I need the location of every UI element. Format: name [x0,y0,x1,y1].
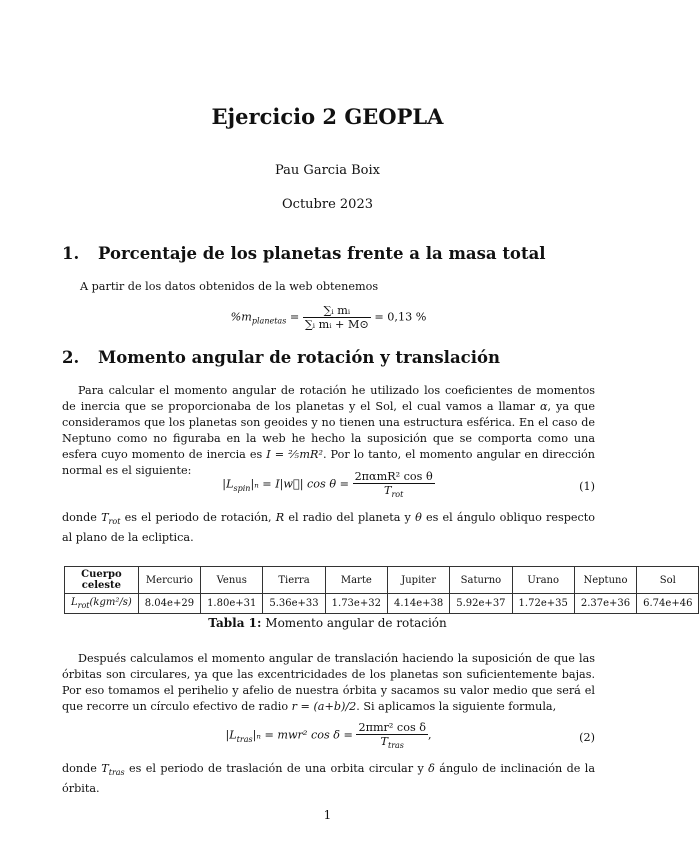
section-1-heading [62,244,546,263]
table-header-label: Cuerpo celeste [65,567,139,594]
table-cell: 2.37e+36 [574,594,636,614]
table-cell: 1.73e+32 [325,594,387,614]
equation-2-number: (2) [579,731,595,744]
table-cell: 5.92e+37 [450,594,512,614]
angular-momentum-table [64,566,699,614]
equation-planet-mass: $\%m_{planetas}$ = $\frac{\text{∑ᵢ mᵢ}}{\text{∑ᵢ mᵢ + M⊙}}$ = 0,13 % [230,304,427,331]
table-header-cell: Neptuno [574,567,636,594]
section-2-heading [62,348,500,367]
eq0-result: = 0,13 % [374,310,427,324]
eq0-lhs: %m [230,310,252,324]
table-header-cell: Venus [201,567,263,594]
table-cell: 1.72e+35 [512,594,574,614]
eq0-denominator: ∑ᵢ mᵢ + M⊙ [304,318,369,331]
section-2-number: 2. [62,348,80,367]
table-caption-label: Tabla 1: [208,616,262,630]
equation-1: $|L_{spin}|_n$ = I|w⃗| cos θ = $\frac{\text{2παmR² cos θ}}{T_{rot}}$ (1) [222,470,595,500]
section-1-title: Porcentaje de los planetas frente a la masa total [98,244,546,263]
table-cell: 1.80e+31 [201,594,263,614]
section-1-number: 1. [62,244,80,263]
table-cell: 5.36e+33 [263,594,325,614]
eq0-numerator: ∑ᵢ mᵢ [303,304,371,318]
table-header-cell: Mercurio [138,567,200,594]
table-header-row [65,567,699,594]
table-cell: 6.74e+46 [637,594,699,614]
section-2-title: Momento angular de rotación y translación [98,348,500,367]
table-row [65,594,699,614]
table-cell: 8.04e+29 [138,594,200,614]
equation-1-number: (1) [579,480,595,493]
section-2-paragraph-1: Para calcular el momento angular de rotación he utilizado los coeficientes de momentos de inercia que se proporcionaba de los planetas y el Sol, el cual vamos a llamar α, ya que consideramos que los planetas son geoides y no tienen una estructura esférica. En el caso de Neptuno como no figuraba en la web he hecho la suposición que se comporta como una esfera cuyo momento de inercia es I = ⅖mR². Por lo tanto, el momento angular en dirección normal es el siguiente: [62,384,596,477]
author: Pau Garcia Boix [275,163,380,178]
page-number: 1 [323,808,332,822]
date: Octubre 2023 [282,197,373,212]
eq2-fraction: $\frac{\text{2πmr² cos δ}}{T_{tras}}$ [358,721,426,751]
section-2-paragraph-2: donde $T_{rot}$ es el periodo de rotación, R el radio del planeta y θ es el ángulo obliquo respecto al plano de la ecliptica. [62,511,595,545]
section-2-paragraph-4: donde $T_{tras}$ es el periodo de traslación de una orbita circular y δ ángulo de inclinación de la órbita. [62,762,595,796]
table-caption [0,616,655,630]
section-1-intro: A partir de los datos obtenidos de la web obtenemos [80,280,379,293]
eq0-lhs-sub: planetas [251,316,287,326]
section-2-paragraph-3: Después calculamos el momento angular de translación haciendo la suposición de que las órbitas son circulares, ya que las excentricidades de los planetas son suficientemente bajas. Por eso tomamos el perihelio y afelio de nuestra órbita y sacamos su valor medio que será el que recorre un círculo efectivo de radio r = (a+b)/2. Si aplicamos la siguiente formula, [62,652,595,713]
table-header-cell: Urano [512,567,574,594]
equation-2: $|L_{tras}|_n = mwr^2$ cos δ = $\frac{\text{2πmr² cos δ}}{T_{tras}}$ , (2) [225,721,595,751]
eq0-fraction [303,304,371,331]
table-header-cell: Tierra [263,567,325,594]
document-title: Ejercicio 2 GEOPLA [211,104,444,129]
table-cell: 4.14e+38 [387,594,449,614]
table-header-cell: Sol [637,567,699,594]
table-header-cell: Saturno [450,567,512,594]
table-row-label: $L_{rot}(kgm^2/s)$ [65,594,139,614]
eq1-fraction: $\frac{\text{2παmR² cos θ}}{T_{rot}}$ [354,470,433,500]
table-header-cell: Jupiter [387,567,449,594]
table-header-cell: Marte [325,567,387,594]
table-caption-text: Momento angular de rotación [265,616,447,630]
